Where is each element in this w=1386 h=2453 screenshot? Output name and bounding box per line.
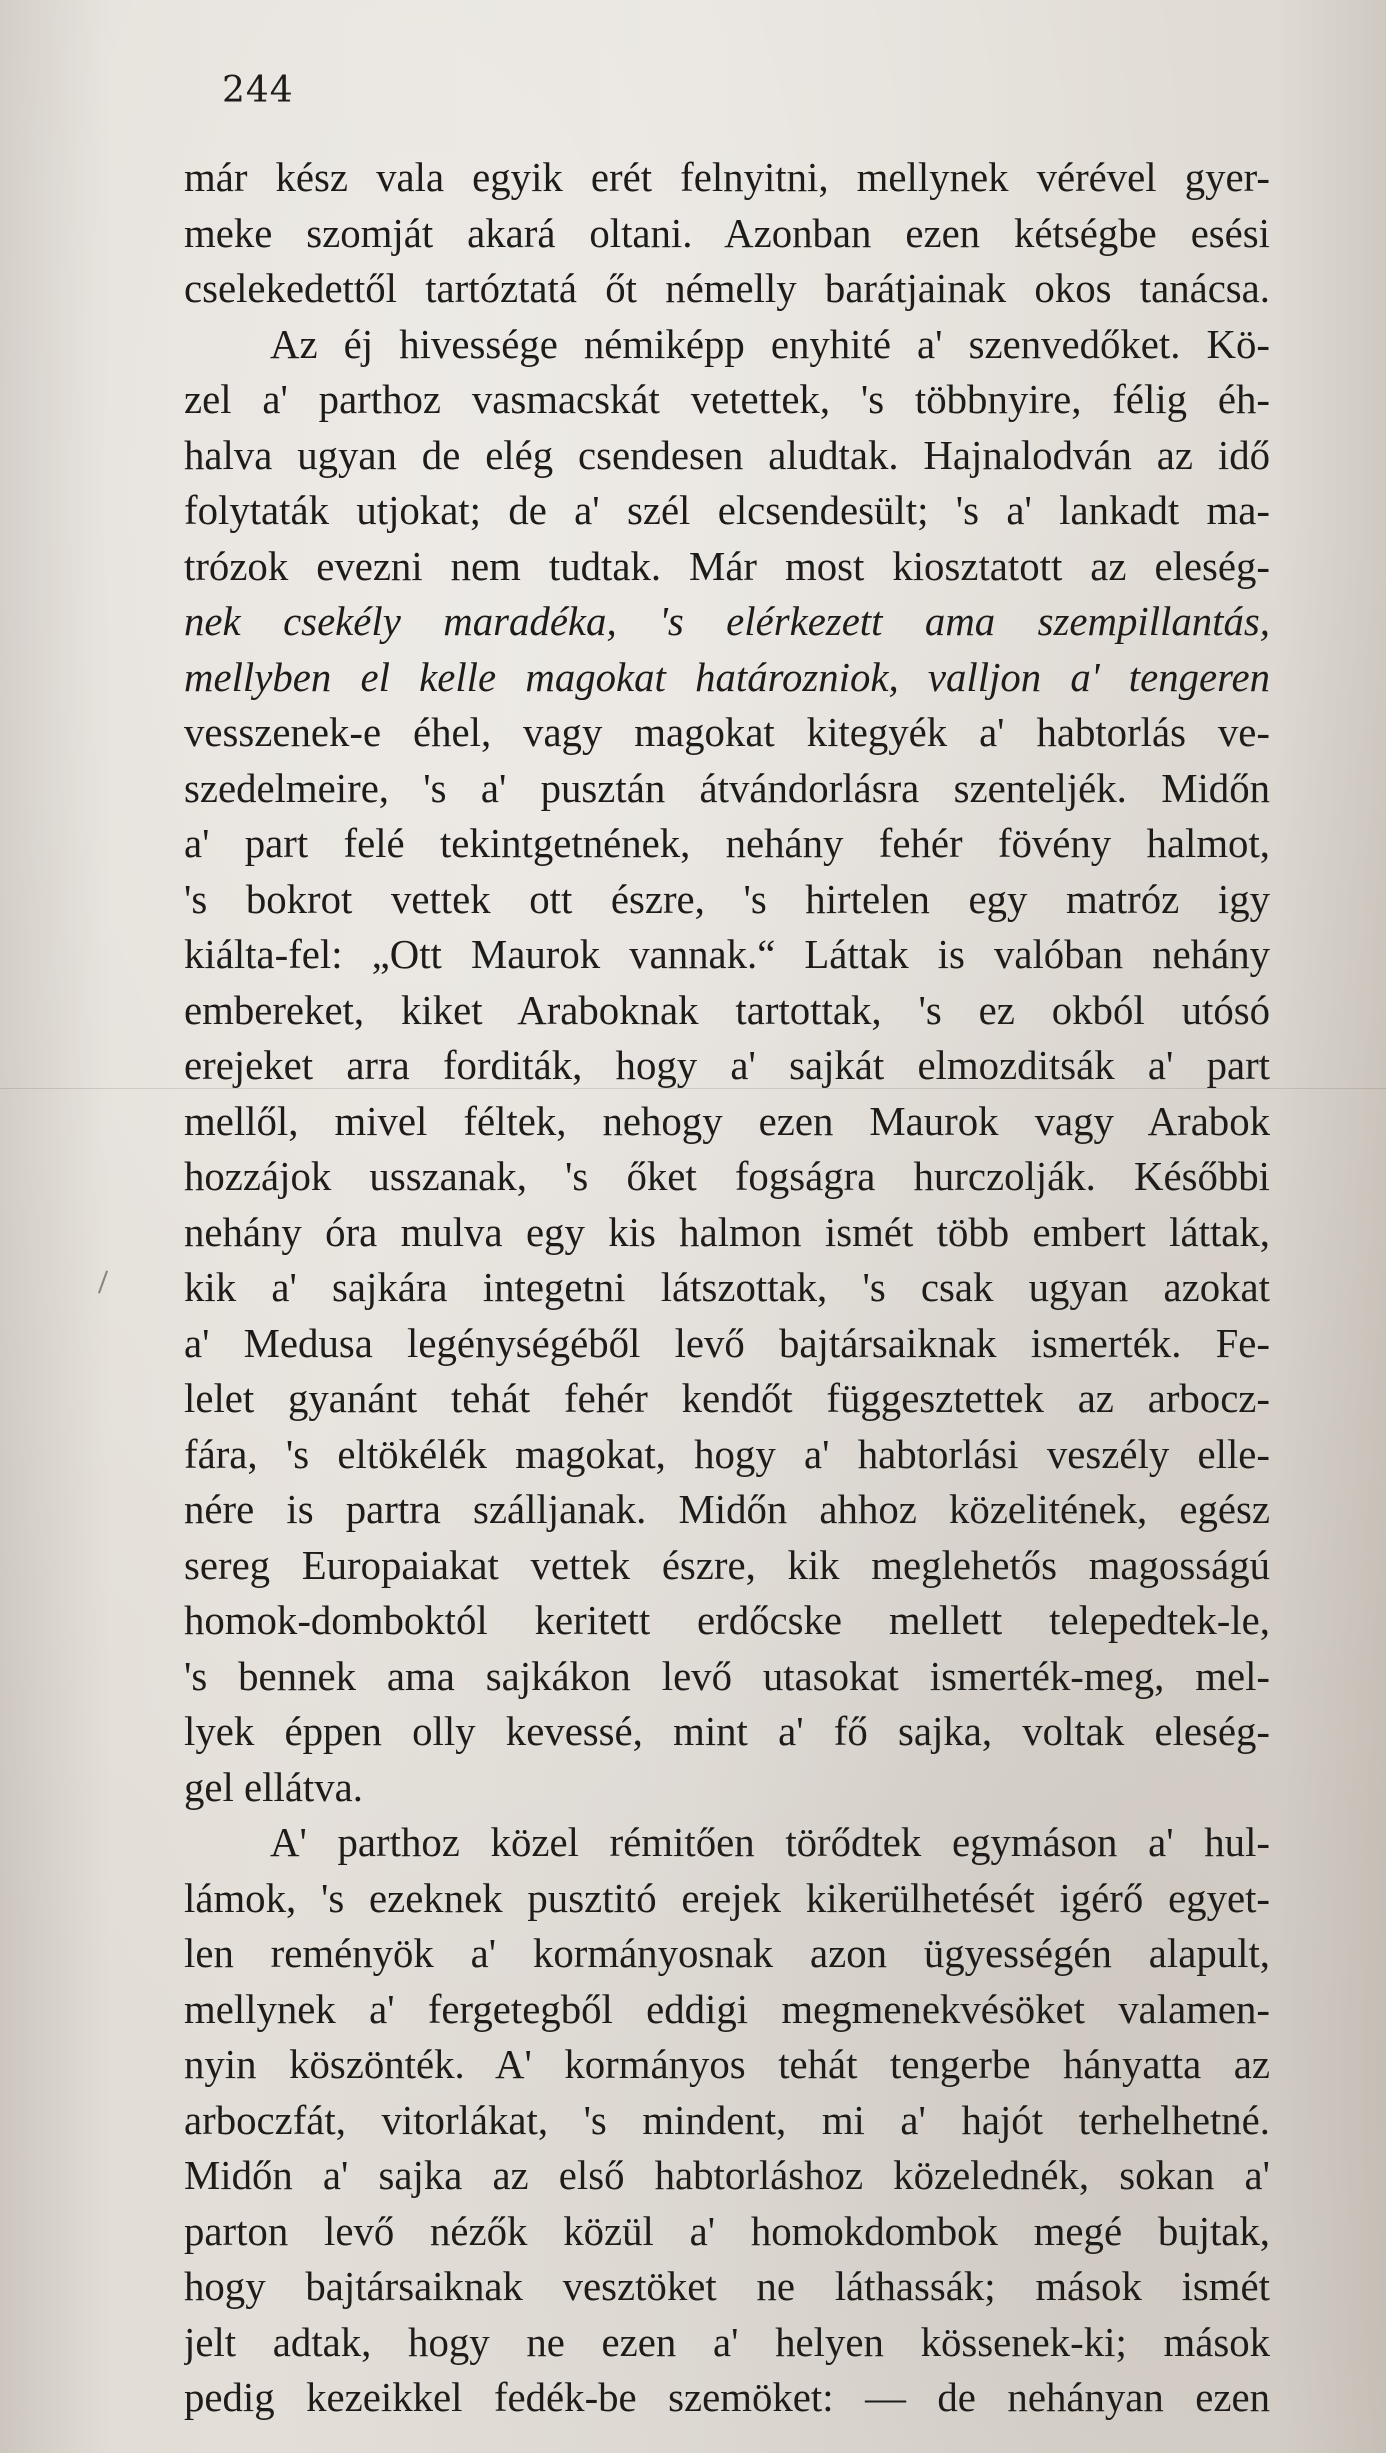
text-line: len reményök a' kormányosnak azon ügyességén alapult, <box>184 1931 1270 1976</box>
text-line: lyek éppen olly kevessé, mint a' fő sajka, voltak eleség- <box>184 1709 1270 1754</box>
text-line: 's bennek ama sajkákon levő utasokat ismerték-meg, mel- <box>184 1653 1270 1699</box>
page-number: 244 <box>222 70 294 111</box>
text-line: már kész vala egyik erét felnyitni, mellynek vérével gyer- <box>184 155 1270 200</box>
text-line: nehány óra mulva egy kis halmon ismét több embert láttak, <box>184 1209 1270 1255</box>
text-line: arboczfát, vitorlákat, 's mindent, mi a' hajót terhelhetné. <box>184 2097 1270 2143</box>
text-line: nyin köszönték. A' kormányos tehát tengerbe hányatta az <box>184 2042 1270 2087</box>
margin-pencil-mark <box>98 1270 108 1293</box>
text-line: jelt adtak, hogy ne ezen a' helyen kössenek-ki; mások <box>184 2319 1270 2365</box>
text-line: vesszenek-e éhel, vagy magokat kitegyék a' habtorlás ve- <box>184 710 1270 755</box>
text-line: zel a' parthoz vasmacskát vetettek, 's többnyire, félig éh- <box>184 377 1270 422</box>
text-line: a' part felé tekintgetnének, nehány fehér fövény halmot, <box>184 821 1270 866</box>
text-line: mellynek a' fergetegből eddigi megmenekvésöket valamen- <box>184 1986 1270 2032</box>
text-line: fára, 's eltökélék magokat, hogy a' habtorlási veszély elle- <box>184 1431 1270 1477</box>
text-line: A' parthoz közel rémitően törődtek egymáson a' hul- <box>270 1820 1270 1865</box>
text-line: embereket, kiket Araboknak tartottak, 's ez okból utósó <box>184 987 1270 1033</box>
text-line: sereg Europaiakat vettek észre, kik meglehetős magosságú <box>184 1542 1270 1588</box>
text-line: mellyben el kelle magokat határozniok, valljon a' tengeren <box>184 654 1270 700</box>
text-line: Az éj hivessége némiképp enyhité a' szenvedőket. Kö- <box>270 321 1270 367</box>
text-line: folytaták utjokat; de a' szél elcsendesült; 's a' lankadt ma- <box>184 488 1270 533</box>
text-line: halva ugyan de elég csendesen aludtak. Hajnalodván az idő <box>184 432 1270 478</box>
text-line: szedelmeire, 's a' pusztán átvándorlásra szenteljék. Midőn <box>184 765 1270 811</box>
text-line: kik a' sajkára integetni látszottak, 's csak ugyan azokat <box>184 1265 1270 1310</box>
text-line: homok-domboktól keritett erdőcske mellett telepedtek-le, <box>184 1598 1270 1643</box>
text-line: hozzájok usszanak, 's őket fogságra hurczolják. Későbbi <box>184 1154 1270 1199</box>
body-text <box>184 150 1270 2426</box>
text-line: cselekedettől tartóztatá őt némelly barátjainak okos tanácsa. <box>184 266 1270 311</box>
text-line: mellől, mivel féltek, nehogy ezen Maurok vagy Arabok <box>184 1098 1270 1144</box>
text-line: hogy bajtársaiknak vesztöket ne láthassák; mások ismét <box>184 2264 1270 2309</box>
text-line: kiálta-fel: „Ott Maurok vannak.“ Láttak is valóban nehány <box>184 932 1270 977</box>
text-line: parton levő nézők közül a' homokdombok megé bujtak, <box>184 2208 1270 2254</box>
text-line: gel ellátva. <box>184 1764 363 1810</box>
text-line: Midőn a' sajka az első habtorláshoz közelednék, sokan a' <box>184 2153 1270 2198</box>
text-line: meke szomját akará oltani. Azonban ezen kétségbe esési <box>184 210 1270 256</box>
text-line: trózok evezni nem tudtak. Már most kiosztatott az eleség- <box>184 543 1270 589</box>
text-line: 's bokrot vettek ott észre, 's hirtelen egy matróz igy <box>184 876 1270 922</box>
text-line: a' Medusa legénységéből levő bajtársaiknak ismerték. Fe- <box>184 1320 1270 1366</box>
text-line: erejeket arra forditák, hogy a' sajkát elmozditsák a' part <box>184 1043 1270 1088</box>
text-line: nére is partra szálljanak. Midőn ahhoz közelitének, egész <box>184 1487 1270 1532</box>
text-line: nek csekély maradéka, 's elérkezett ama szempillantás, <box>184 599 1270 644</box>
text-line: lelet gyanánt tehát fehér kendőt függesztettek az arbocz- <box>184 1376 1270 1421</box>
text-line: pedig kezeikkel fedék-be szemöket: — de nehányan ezen <box>184 2375 1270 2420</box>
text-line: lámok, 's ezeknek pusztitó erejek kikerülhetését igérő egyet- <box>184 1875 1270 1921</box>
